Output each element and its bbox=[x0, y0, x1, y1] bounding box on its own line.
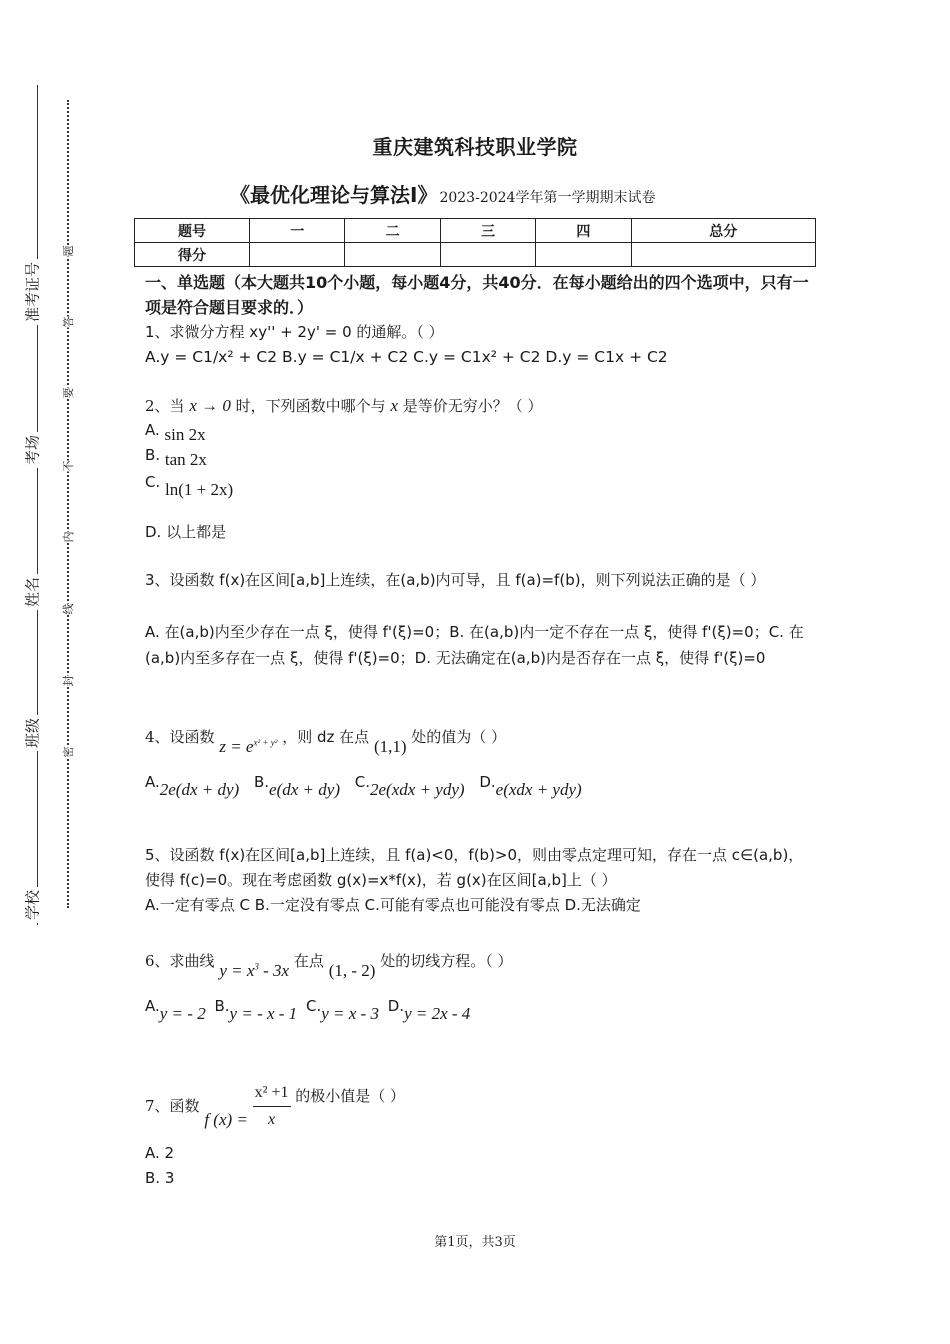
function-exponent: x² + y² bbox=[253, 737, 278, 748]
option-a: A. 2 bbox=[145, 1144, 175, 1162]
seal-char: 要 bbox=[59, 388, 77, 399]
question-2 bbox=[145, 393, 815, 419]
math-expression: (1, - 2) bbox=[328, 961, 376, 980]
seal-char: 题 bbox=[59, 246, 77, 257]
score-table bbox=[134, 218, 816, 267]
score-table-cell: 三 bbox=[440, 219, 535, 243]
label-school: 学校 bbox=[22, 887, 43, 923]
question-stem: 是等价无穷小？（ ） bbox=[402, 397, 543, 415]
question-3-options bbox=[145, 619, 815, 671]
option-label: C. bbox=[305, 997, 322, 1015]
option-d bbox=[145, 522, 226, 542]
question-options: A.y = C1/x² + C2 B.y = C1/x + C2 C.y = C1x² + C2 D.y = C1x + C2 bbox=[145, 348, 668, 366]
option-label: C. bbox=[145, 473, 161, 491]
math-expression: tan 2x bbox=[164, 450, 207, 469]
option-label: B. bbox=[145, 446, 161, 464]
score-table-header-row bbox=[135, 219, 816, 243]
math-expression bbox=[219, 737, 277, 756]
score-table-cell: 得分 bbox=[135, 243, 250, 267]
seal-char: 密 bbox=[59, 747, 77, 758]
score-table-cell: 四 bbox=[536, 219, 631, 243]
school-name: 重庆建筑科技职业学院 bbox=[372, 135, 578, 159]
math-expression: sin 2x bbox=[164, 425, 206, 444]
math-expression: y = x - 3 bbox=[321, 1004, 379, 1023]
option-b bbox=[145, 445, 207, 470]
option-text: D. 以上都是 bbox=[145, 523, 227, 541]
binding-dotted-line bbox=[67, 100, 69, 908]
score-table-cell: 一 bbox=[250, 219, 345, 243]
question-stem: 时，下列函数中哪个与 bbox=[235, 397, 386, 415]
seal-char: 线 bbox=[59, 604, 77, 615]
option-label: B. bbox=[214, 997, 230, 1015]
curve-base: y = x bbox=[219, 961, 255, 980]
seal-char: 封 bbox=[59, 676, 77, 687]
question-stem: 处的切线方程。（ ） bbox=[380, 952, 513, 970]
option-c bbox=[145, 472, 233, 500]
option-a bbox=[145, 420, 206, 445]
question-1 bbox=[145, 320, 815, 370]
fraction-numerator: x² +1 bbox=[253, 1080, 291, 1107]
score-input-cell bbox=[250, 243, 345, 267]
binding-margin bbox=[0, 0, 90, 1344]
question-stem: 2、当 bbox=[145, 397, 185, 415]
curve-tail: - 3x bbox=[258, 961, 290, 980]
score-table-score-row bbox=[135, 243, 816, 267]
question-stem: 3、设函数 f(x)在区间[a,b]上连续，在(a,b)内可导，且 f(a)=f(b)，则下列说法正确的是（ ） bbox=[145, 571, 766, 589]
score-table-cell: 二 bbox=[345, 219, 440, 243]
question-stem: 7、函数 bbox=[145, 1097, 200, 1115]
function-base: z = e bbox=[219, 737, 254, 756]
label-class: 班级 bbox=[22, 715, 43, 751]
seal-char: 内 bbox=[59, 532, 77, 543]
term-label: 2023-2024学年第一学期期末试卷 bbox=[439, 190, 656, 206]
question-6-options bbox=[145, 996, 470, 1024]
question-options: A.一定有零点 C B.一定没有零点 C.可能有零点也可能没有零点 D.无法确定 bbox=[145, 896, 641, 914]
question-stem: 5、设函数 f(x)在区间[a,b]上连续，且 f(a)<0，f(b)>0，则由零点定理可知，存在一点 c∈(a,b)，使得 f(c)=0。现在考虑函数 g(x)=x*f(x)，若 g(x)在区间[a,b]上（ ） bbox=[145, 846, 804, 889]
option-b: B. 3 bbox=[145, 1169, 175, 1187]
math-expression: y = - x - 1 bbox=[229, 1004, 298, 1023]
math-expression: ln(1 + 2x) bbox=[165, 480, 234, 499]
question-options: A. 在(a,b)内至少存在一点 ξ，使得 f'(ξ)=0；B. 在(a,b)内一定不存在一点 ξ，使得 f'(ξ)=0；C. 在(a,b)内至多存在一点 ξ，使得 f'(ξ)=0；D. 无法确定在(a,b)内是否存在一点 ξ，使得 f'(ξ)=0 bbox=[145, 623, 804, 667]
score-table-cell: 题号 bbox=[135, 219, 250, 243]
label-exam-room: 考场 bbox=[22, 432, 43, 468]
fraction-denominator: x bbox=[268, 1111, 276, 1128]
option-label: B. bbox=[253, 773, 270, 791]
question-stem: 6、求曲线 bbox=[145, 952, 215, 970]
curve-exponent: 3 bbox=[254, 961, 259, 972]
score-input-cell bbox=[345, 243, 440, 267]
question-stem: 处的值为（ ） bbox=[411, 728, 507, 746]
option-label: A. bbox=[145, 773, 160, 791]
binding-solid-line bbox=[37, 85, 38, 925]
math-expression: (1,1) bbox=[373, 737, 407, 756]
seal-char: 答 bbox=[59, 317, 77, 328]
math-expression: e(dx + dy) bbox=[269, 780, 340, 799]
math-expression: e(xdx + ydy) bbox=[495, 780, 582, 799]
question-6 bbox=[145, 946, 815, 986]
score-table-cell: 总分 bbox=[631, 219, 815, 243]
math-expression bbox=[219, 961, 289, 980]
course-name: 《最优化理论与算法Ⅰ》 bbox=[230, 183, 438, 207]
math-expression: 2e(dx + dy) bbox=[159, 780, 240, 799]
page-footer: 第1页，共3页 bbox=[434, 1235, 516, 1250]
question-7-options bbox=[145, 1141, 815, 1191]
option-label: A. bbox=[145, 421, 160, 439]
score-input-cell bbox=[536, 243, 631, 267]
question-stem: 4、设函数 bbox=[145, 728, 215, 746]
fraction bbox=[253, 1080, 291, 1133]
question-stem: 在点 bbox=[293, 952, 324, 970]
option-label: C. bbox=[354, 773, 371, 791]
question-stem: ，则 dz 在点 bbox=[282, 728, 370, 746]
label-name: 姓名 bbox=[22, 574, 43, 610]
option-label: D. bbox=[479, 773, 496, 791]
label-exam-number: 准考证号 bbox=[22, 259, 43, 325]
question-stem: 的极小值是（ ） bbox=[295, 1087, 406, 1105]
question-4-options bbox=[145, 772, 582, 800]
exam-title bbox=[230, 179, 655, 208]
math-expression: f (x) = bbox=[204, 1110, 248, 1129]
math-expression: 2e(xdx + ydy) bbox=[370, 780, 465, 799]
question-4 bbox=[145, 722, 815, 762]
question-3 bbox=[145, 568, 815, 593]
math-expression: y = 2x - 4 bbox=[404, 1004, 471, 1023]
option-label: D. bbox=[387, 997, 405, 1015]
section-title: 一、单选题（本大题共10个小题，每小题4分，共40分．在每小题给出的四个选项中，只有一项是符合题目要求的．） bbox=[145, 273, 809, 317]
math-expression: x → 0 bbox=[189, 396, 231, 415]
seal-char: 不 bbox=[59, 461, 77, 472]
score-input-cell bbox=[440, 243, 535, 267]
option-label: A. bbox=[145, 997, 160, 1015]
question-5 bbox=[145, 843, 815, 918]
math-expression: x bbox=[390, 396, 398, 415]
score-input-cell bbox=[631, 243, 815, 267]
question-7 bbox=[145, 1080, 815, 1133]
math-expression: y = - 2 bbox=[159, 1004, 206, 1023]
question-stem: 1、求微分方程 xy'' + 2y' = 0 的通解。（ ） bbox=[145, 323, 444, 341]
